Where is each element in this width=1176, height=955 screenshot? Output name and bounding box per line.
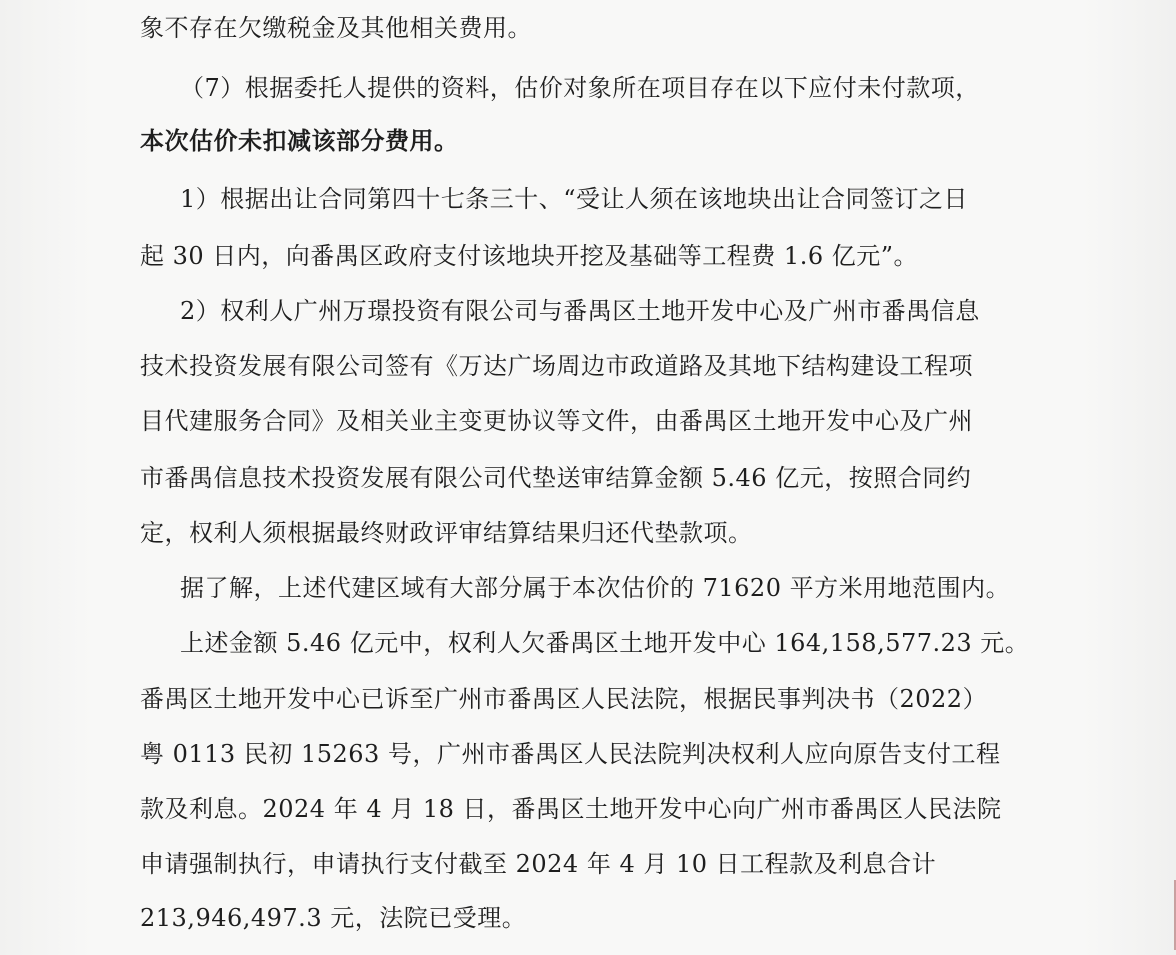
text-line-10: 定，权利人须根据最终财政评审结算结果归还代垫款项。 [140,519,753,547]
text-line-5: 起 30 日内，向番禺区政府支付该地块开挖及基础等工程费 1.6 亿元”。 [140,242,918,270]
text-line-16: 申请强制执行，申请执行支付截至 2024 年 4 月 10 日工程款及利息合计 [140,850,937,878]
text-line-12: 上述金额 5.46 亿元中，权利人欠番禺区土地开发中心 164,158,577.23 元。 [180,629,1030,657]
text-line-9: 市番禺信息技术投资发展有限公司代垫送审结算金额 5.46 亿元，按照合同约 [140,464,972,492]
text-line-6: 2）权利人广州万璟投资有限公司与番禺区土地开发中心及广州市番禺信息 [180,297,980,325]
text-line-8: 目代建服务合同》及相关业主变更协议等文件，由番禺区土地开发中心及广州 [140,407,973,435]
text-line-7: 技术投资发展有限公司签有《万达广场周边市政道路及其地下结构建设工程项 [140,352,973,380]
text-line-3: 本次估价未扣减该部分费用。 [140,126,459,155]
text-line-1: 象不存在欠缴税金及其他相关费用。 [140,14,532,42]
text-line-14: 粤 0113 民初 15263 号，广州市番禺区人民法院判决权利人应向原告支付工程 [140,740,1001,768]
text-line-2: （7）根据委托人提供的资料，估价对象所在项目存在以下应付未付款项， [180,74,980,102]
text-line-13: 番禺区土地开发中心已诉至广州市番禺区人民法院，根据民事判决书（2022） [140,685,988,713]
text-line-17: 213,946,497.3 元，法院已受理。 [140,904,527,932]
text-line-15: 款及利息。2024 年 4 月 18 日，番禺区土地开发中心向广州市番禺区人民法院 [140,795,1002,823]
text-line-4: 1）根据出让合同第四十七条三十、“受让人须在该地块出让合同签订之日 [180,185,969,213]
text-line-11: 据了解，上述代建区域有大部分属于本次估价的 71620 平方米用地范围内。 [180,574,1011,602]
